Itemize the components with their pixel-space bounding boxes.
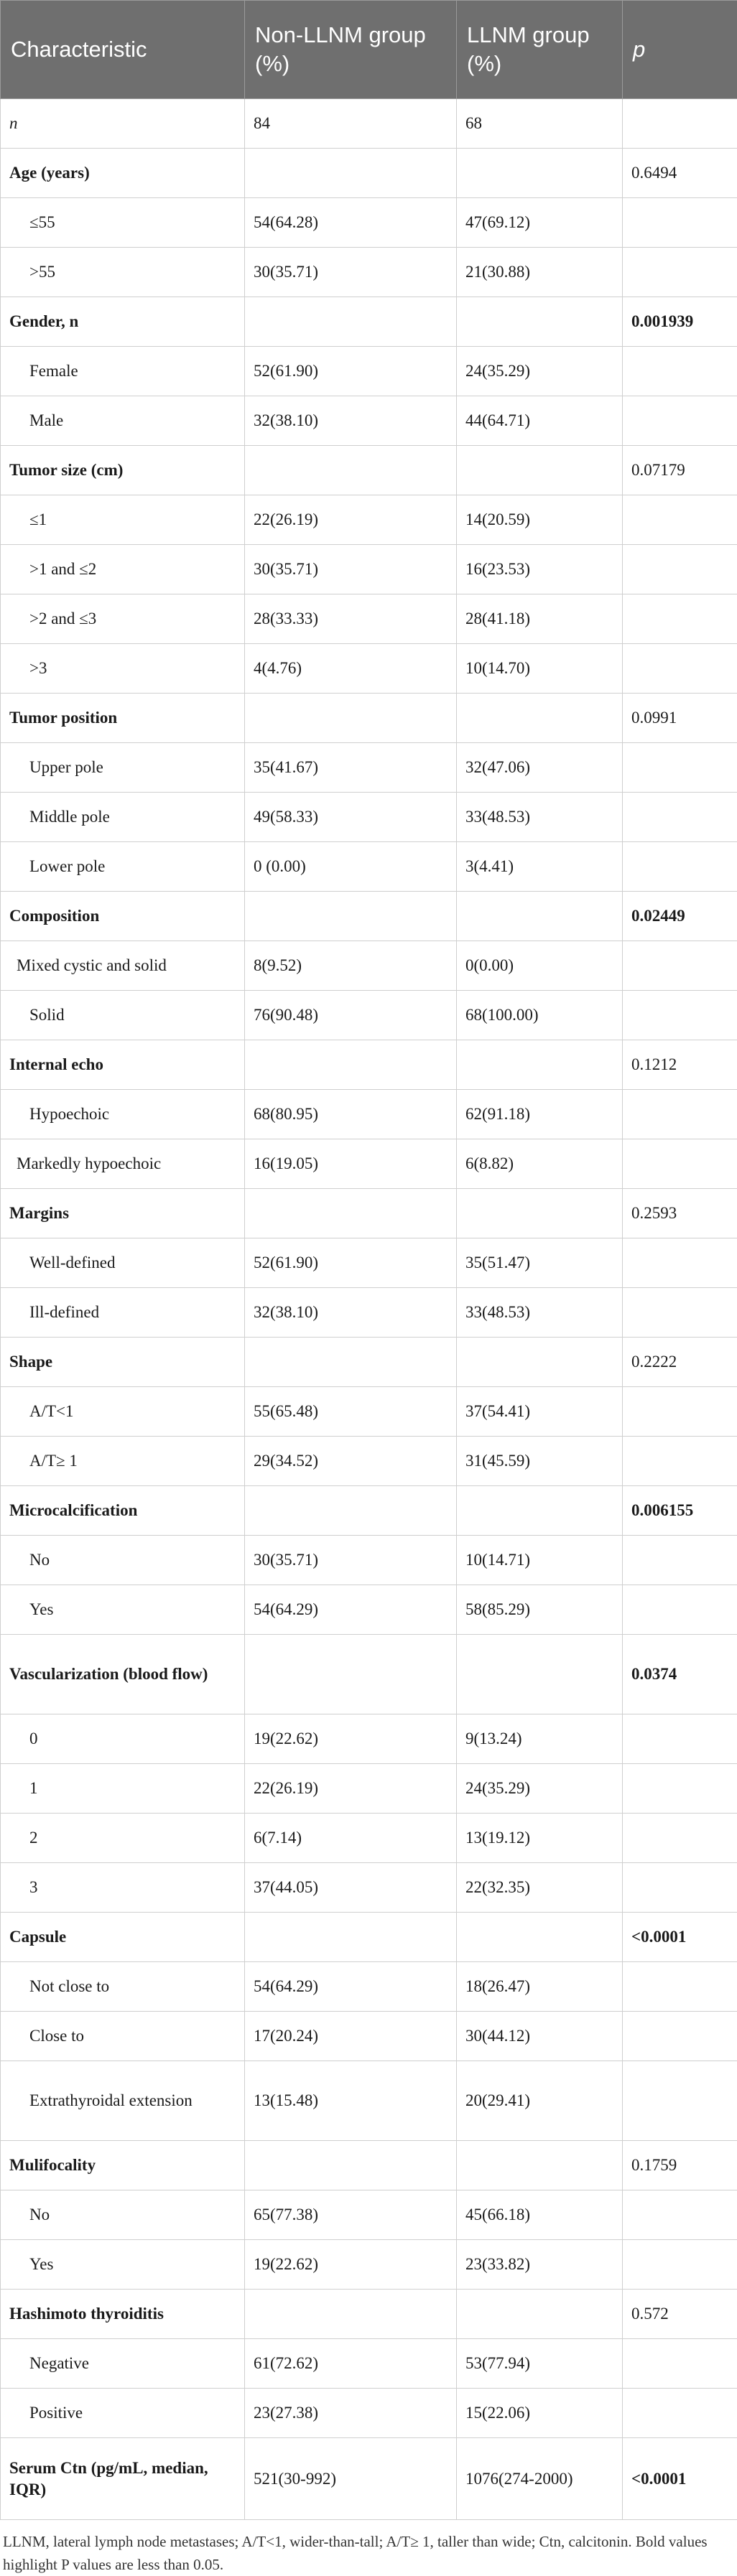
cell-non-llnm — [245, 1913, 457, 1962]
section-row — [1, 1913, 737, 1962]
cell-llnm — [457, 1913, 623, 1962]
cell-non-llnm: 19(22.62) — [245, 2240, 457, 2290]
cell-non-llnm: 28(33.33) — [245, 594, 457, 644]
cell-llnm: 35(51.47) — [457, 1238, 623, 1288]
table-row — [1, 2012, 737, 2061]
cell-p-value: 0.1759 — [623, 2141, 737, 2190]
cell-p-value: 0.001939 — [623, 297, 737, 347]
table-row — [1, 1962, 737, 2012]
cell-p-value — [623, 396, 737, 446]
table-row — [1, 198, 737, 248]
table-row — [1, 1437, 737, 1486]
cell-p-value: 0.572 — [623, 2290, 737, 2339]
cell-llnm: 45(66.18) — [457, 2190, 623, 2240]
cell-characteristic: Solid — [1, 991, 245, 1040]
cell-p-value: 0.07179 — [623, 446, 737, 495]
section-row — [1, 1486, 737, 1536]
table-row — [1, 1090, 737, 1139]
cell-p-value — [623, 2061, 737, 2141]
cell-llnm: 20(29.41) — [457, 2061, 623, 2141]
cell-p-value: 0.0991 — [623, 694, 737, 743]
cell-characteristic: A/T≥ 1 — [1, 1437, 245, 1486]
cell-llnm: 10(14.70) — [457, 644, 623, 694]
cell-p-value — [623, 644, 737, 694]
cell-llnm: 15(22.06) — [457, 2389, 623, 2438]
cell-characteristic: Internal echo — [1, 1040, 245, 1090]
cell-llnm — [457, 446, 623, 495]
cell-llnm: 23(33.82) — [457, 2240, 623, 2290]
cell-non-llnm: 521(30-992) — [245, 2438, 457, 2520]
cell-llnm — [457, 2290, 623, 2339]
cell-non-llnm — [245, 1189, 457, 1238]
cell-non-llnm: 54(64.29) — [245, 1585, 457, 1635]
cell-characteristic: Shape — [1, 1338, 245, 1387]
cell-p-value: 0.2593 — [623, 1189, 737, 1238]
cell-characteristic: >3 — [1, 644, 245, 694]
cell-non-llnm: 37(44.05) — [245, 1863, 457, 1913]
cell-non-llnm: 29(34.52) — [245, 1437, 457, 1486]
cell-non-llnm: 4(4.76) — [245, 644, 457, 694]
cell-llnm: 3(4.41) — [457, 842, 623, 892]
cell-llnm: 13(19.12) — [457, 1814, 623, 1863]
cell-p-value — [623, 248, 737, 297]
cell-non-llnm: 16(19.05) — [245, 1139, 457, 1189]
cell-characteristic: Negative — [1, 2339, 245, 2389]
cell-p-value — [623, 2240, 737, 2290]
cell-p-value — [623, 1090, 737, 1139]
cell-llnm — [457, 149, 623, 198]
cell-characteristic: Serum Ctn (pg/mL, median, IQR) — [1, 2438, 245, 2520]
cell-non-llnm: 54(64.28) — [245, 198, 457, 248]
cell-llnm — [457, 1189, 623, 1238]
cell-characteristic: 3 — [1, 1863, 245, 1913]
cell-llnm — [457, 1635, 623, 1714]
cell-non-llnm: 68(80.95) — [245, 1090, 457, 1139]
cell-llnm: 68 — [457, 99, 623, 149]
cell-non-llnm: 22(26.19) — [245, 1764, 457, 1814]
cell-characteristic: Yes — [1, 2240, 245, 2290]
cell-p-value — [623, 743, 737, 793]
cell-non-llnm — [245, 1338, 457, 1387]
cell-non-llnm: 30(35.71) — [245, 248, 457, 297]
cell-non-llnm: 52(61.90) — [245, 1238, 457, 1288]
cell-characteristic: 1 — [1, 1764, 245, 1814]
cell-llnm: 32(47.06) — [457, 743, 623, 793]
cell-non-llnm: 35(41.67) — [245, 743, 457, 793]
cell-characteristic: Tumor size (cm) — [1, 446, 245, 495]
cell-non-llnm: 0 (0.00) — [245, 842, 457, 892]
header-p-value: p — [623, 1, 737, 99]
cell-p-value — [623, 1714, 737, 1764]
cell-llnm: 47(69.12) — [457, 198, 623, 248]
cell-llnm: 21(30.88) — [457, 248, 623, 297]
cell-p-value: <0.0001 — [623, 1913, 737, 1962]
section-row — [1, 892, 737, 941]
table-row — [1, 842, 737, 892]
cell-non-llnm: 65(77.38) — [245, 2190, 457, 2240]
cell-p-value: 0.0374 — [623, 1635, 737, 1714]
cell-characteristic: Close to — [1, 2012, 245, 2061]
cell-p-value — [623, 1139, 737, 1189]
section-row — [1, 149, 737, 198]
cell-p-value — [623, 2190, 737, 2240]
cell-non-llnm: 30(35.71) — [245, 545, 457, 594]
table-row — [1, 99, 737, 149]
cell-llnm: 58(85.29) — [457, 1585, 623, 1635]
cell-characteristic: Not close to — [1, 1962, 245, 2012]
cell-p-value — [623, 495, 737, 545]
cell-non-llnm: 23(27.38) — [245, 2389, 457, 2438]
cell-characteristic: Markedly hypoechoic — [1, 1139, 245, 1189]
cell-non-llnm: 52(61.90) — [245, 347, 457, 396]
table-row — [1, 991, 737, 1040]
cell-llnm: 18(26.47) — [457, 1962, 623, 2012]
cell-characteristic: A/T<1 — [1, 1387, 245, 1437]
cell-characteristic: Capsule — [1, 1913, 245, 1962]
cell-llnm: 33(48.53) — [457, 793, 623, 842]
table-row — [1, 1238, 737, 1288]
cell-llnm: 53(77.94) — [457, 2339, 623, 2389]
cell-characteristic: Male — [1, 396, 245, 446]
cell-non-llnm — [245, 297, 457, 347]
section-row — [1, 2438, 737, 2520]
cell-non-llnm — [245, 2290, 457, 2339]
cell-p-value — [623, 941, 737, 991]
cell-llnm: 44(64.71) — [457, 396, 623, 446]
cell-non-llnm — [245, 1040, 457, 1090]
cell-p-value — [623, 1814, 737, 1863]
cell-p-value — [623, 594, 737, 644]
cell-p-value — [623, 1585, 737, 1635]
table-row — [1, 743, 737, 793]
cell-characteristic: Extrathyroidal extension — [1, 2061, 245, 2141]
cell-llnm — [457, 1040, 623, 1090]
cell-llnm: 16(23.53) — [457, 545, 623, 594]
table-row — [1, 396, 737, 446]
cell-non-llnm: 76(90.48) — [245, 991, 457, 1040]
cell-llnm: 37(54.41) — [457, 1387, 623, 1437]
table-row — [1, 2190, 737, 2240]
cell-p-value — [623, 1863, 737, 1913]
table-row — [1, 793, 737, 842]
cell-characteristic: No — [1, 2190, 245, 2240]
cell-characteristic: >1 and ≤2 — [1, 545, 245, 594]
cell-characteristic: 2 — [1, 1814, 245, 1863]
header-non-llnm: Non-LLNM group (%) — [245, 1, 457, 99]
cell-non-llnm — [245, 149, 457, 198]
cell-p-value — [623, 1288, 737, 1338]
cell-characteristic: >2 and ≤3 — [1, 594, 245, 644]
section-row — [1, 2290, 737, 2339]
cell-llnm: 9(13.24) — [457, 1714, 623, 1764]
cell-p-value — [623, 1437, 737, 1486]
cell-p-value — [623, 99, 737, 149]
table-row — [1, 1288, 737, 1338]
section-row — [1, 1189, 737, 1238]
cell-characteristic: Mulifocality — [1, 2141, 245, 2190]
table-row — [1, 1585, 737, 1635]
cell-characteristic: Ill-defined — [1, 1288, 245, 1338]
table-row — [1, 2240, 737, 2290]
cell-non-llnm: 32(38.10) — [245, 1288, 457, 1338]
cell-non-llnm: 19(22.62) — [245, 1714, 457, 1764]
cell-non-llnm: 17(20.24) — [245, 2012, 457, 2061]
table-row — [1, 1139, 737, 1189]
header-characteristic: Characteristic — [1, 1, 245, 99]
table-body — [1, 99, 737, 2520]
cell-characteristic: Lower pole — [1, 842, 245, 892]
cell-llnm: 0(0.00) — [457, 941, 623, 991]
cell-characteristic: Mixed cystic and solid — [1, 941, 245, 991]
cell-p-value — [623, 2012, 737, 2061]
table-row — [1, 2389, 737, 2438]
table-row — [1, 941, 737, 991]
cell-non-llnm: 22(26.19) — [245, 495, 457, 545]
cell-characteristic: Upper pole — [1, 743, 245, 793]
cell-p-value — [623, 347, 737, 396]
cell-characteristic: Age (years) — [1, 149, 245, 198]
cell-non-llnm: 55(65.48) — [245, 1387, 457, 1437]
cell-characteristic: Well-defined — [1, 1238, 245, 1288]
cell-non-llnm: 13(15.48) — [245, 2061, 457, 2141]
section-row — [1, 2141, 737, 2190]
table-row — [1, 1714, 737, 1764]
cell-p-value: 0.6494 — [623, 149, 737, 198]
cell-llnm: 22(32.35) — [457, 1863, 623, 1913]
cell-llnm — [457, 892, 623, 941]
cell-non-llnm — [245, 2141, 457, 2190]
cell-non-llnm: 54(64.29) — [245, 1962, 457, 2012]
cell-characteristic: Middle pole — [1, 793, 245, 842]
cell-p-value — [623, 991, 737, 1040]
cell-llnm — [457, 297, 623, 347]
cell-p-value: 0.2222 — [623, 1338, 737, 1387]
cell-llnm — [457, 1338, 623, 1387]
cell-llnm: 28(41.18) — [457, 594, 623, 644]
table-row — [1, 2339, 737, 2389]
cell-llnm: 10(14.71) — [457, 1536, 623, 1585]
table-row — [1, 1863, 737, 1913]
cell-llnm — [457, 1486, 623, 1536]
cell-non-llnm: 49(58.33) — [245, 793, 457, 842]
table-row — [1, 644, 737, 694]
section-row — [1, 1338, 737, 1387]
cell-p-value — [623, 1536, 737, 1585]
table-row — [1, 2061, 737, 2141]
section-row — [1, 297, 737, 347]
cell-p-value — [623, 1764, 737, 1814]
cell-non-llnm: 6(7.14) — [245, 1814, 457, 1863]
header-row — [1, 1, 737, 99]
cell-p-value: 0.006155 — [623, 1486, 737, 1536]
table-row — [1, 1764, 737, 1814]
cell-p-value — [623, 1238, 737, 1288]
cell-non-llnm — [245, 1635, 457, 1714]
cell-non-llnm — [245, 892, 457, 941]
cell-llnm: 68(100.00) — [457, 991, 623, 1040]
header-llnm: LLNM group (%) — [457, 1, 623, 99]
table-row — [1, 495, 737, 545]
section-row — [1, 694, 737, 743]
cell-characteristic: Microcalcification — [1, 1486, 245, 1536]
cell-non-llnm: 84 — [245, 99, 457, 149]
cell-p-value: 0.1212 — [623, 1040, 737, 1090]
table-row — [1, 1387, 737, 1437]
table-row — [1, 1536, 737, 1585]
cell-characteristic: n — [1, 99, 245, 149]
cell-non-llnm: 32(38.10) — [245, 396, 457, 446]
cell-characteristic: No — [1, 1536, 245, 1585]
table-header — [1, 1, 737, 99]
table-row — [1, 1814, 737, 1863]
cell-characteristic: Composition — [1, 892, 245, 941]
cell-llnm: 62(91.18) — [457, 1090, 623, 1139]
cell-characteristic: Gender, n — [1, 297, 245, 347]
cell-non-llnm — [245, 694, 457, 743]
table-row — [1, 248, 737, 297]
cell-p-value — [623, 1962, 737, 2012]
cell-llnm: 14(20.59) — [457, 495, 623, 545]
cell-llnm — [457, 694, 623, 743]
cell-characteristic: Hashimoto thyroiditis — [1, 2290, 245, 2339]
table-row — [1, 347, 737, 396]
cell-characteristic: Positive — [1, 2389, 245, 2438]
cell-characteristic: Vascularization (blood flow) — [1, 1635, 245, 1714]
cell-p-value — [623, 2389, 737, 2438]
cell-llnm: 1076(274-2000) — [457, 2438, 623, 2520]
table-row — [1, 594, 737, 644]
cell-p-value — [623, 1387, 737, 1437]
section-row — [1, 1040, 737, 1090]
cell-non-llnm: 61(72.62) — [245, 2339, 457, 2389]
cell-llnm — [457, 2141, 623, 2190]
cell-p-value: 0.02449 — [623, 892, 737, 941]
cell-characteristic: ≤1 — [1, 495, 245, 545]
table-row — [1, 545, 737, 594]
cell-p-value — [623, 2339, 737, 2389]
cell-p-value — [623, 842, 737, 892]
cell-characteristic: Tumor position — [1, 694, 245, 743]
cell-non-llnm — [245, 446, 457, 495]
section-row — [1, 1635, 737, 1714]
cell-characteristic: Female — [1, 347, 245, 396]
cell-p-value — [623, 198, 737, 248]
table-footnote: LLNM, lateral lymph node metastases; A/T<1, wider-than-tall; A/T≥ 1, taller than wide; Ctn, calcitonin. Bold values highlight P values are less than 0.05. — [0, 2520, 737, 2576]
cell-llnm: 30(44.12) — [457, 2012, 623, 2061]
cell-characteristic: Margins — [1, 1189, 245, 1238]
section-row — [1, 446, 737, 495]
cell-llnm: 31(45.59) — [457, 1437, 623, 1486]
cell-characteristic: Hypoechoic — [1, 1090, 245, 1139]
cell-llnm: 33(48.53) — [457, 1288, 623, 1338]
cell-characteristic: ≤55 — [1, 198, 245, 248]
cell-characteristic: >55 — [1, 248, 245, 297]
cell-p-value: <0.0001 — [623, 2438, 737, 2520]
cell-llnm: 24(35.29) — [457, 347, 623, 396]
cell-characteristic: 0 — [1, 1714, 245, 1764]
cell-p-value — [623, 793, 737, 842]
cell-non-llnm — [245, 1486, 457, 1536]
cell-non-llnm: 30(35.71) — [245, 1536, 457, 1585]
cell-characteristic: Yes — [1, 1585, 245, 1635]
cell-llnm: 6(8.82) — [457, 1139, 623, 1189]
cell-non-llnm: 8(9.52) — [245, 941, 457, 991]
cell-p-value — [623, 545, 737, 594]
cell-llnm: 24(35.29) — [457, 1764, 623, 1814]
